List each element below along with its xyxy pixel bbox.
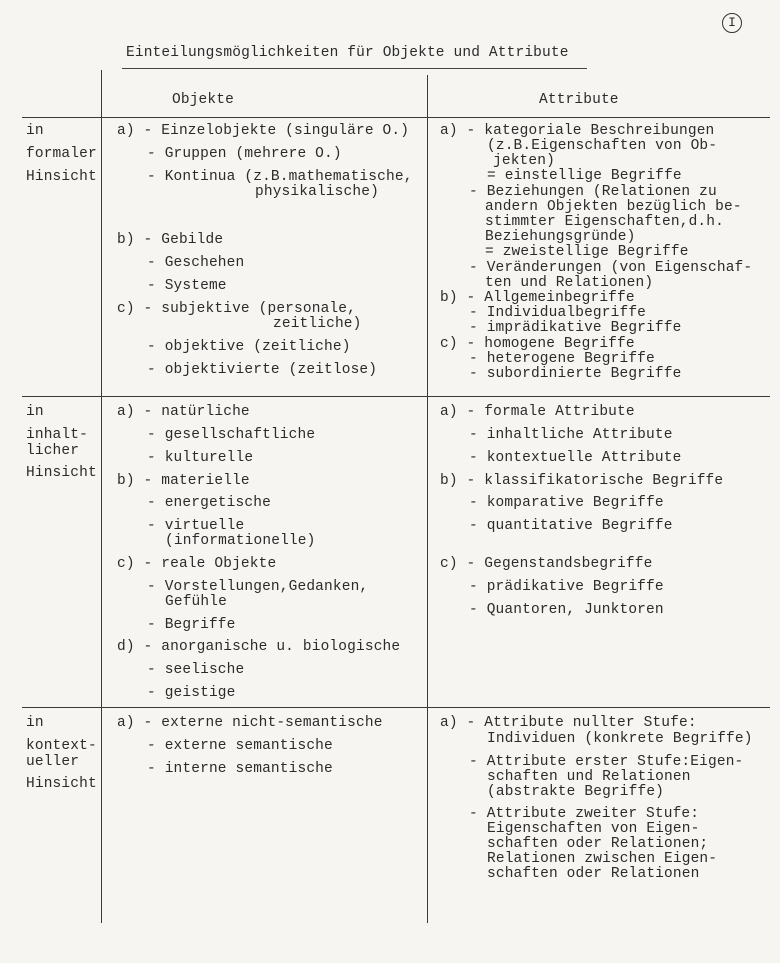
page-number: I — [722, 13, 742, 33]
row-label-line: Hinsicht — [26, 169, 97, 185]
objekte-entry: - externe semantische — [147, 738, 333, 754]
objekte-entry: b) - materielle — [117, 473, 250, 489]
objekte-entry: - interne semantische — [147, 761, 333, 777]
title-underline — [122, 68, 587, 69]
row-label-line: in — [26, 715, 44, 731]
objekte-entry: physikalische) — [255, 184, 379, 200]
attribute-entry: jekten) — [493, 153, 555, 169]
objekte-entry: zeitliche) — [273, 316, 362, 332]
attribute-entry: c) - Gegenstandsbegriffe — [440, 556, 653, 572]
objekte-entry: d) - anorganische u. biologische — [117, 639, 401, 655]
row-label-line: in — [26, 123, 44, 139]
row-label-line: kontext- — [26, 738, 97, 754]
objekte-entry: c) - reale Objekte — [117, 556, 277, 572]
attribute-entry: Beziehungsgründe) — [485, 229, 636, 245]
row-label-line: formaler — [26, 146, 97, 162]
attribute-entry: c) - homogene Begriffe — [440, 336, 635, 352]
objekte-entry: - objektivierte (zeitlose) — [147, 362, 378, 378]
objekte-entry: - objektive (zeitliche) — [147, 339, 351, 355]
row-label-line: inhalt- — [26, 427, 88, 443]
row-rule-2 — [22, 707, 770, 708]
objekte-entry: b) - Gebilde — [117, 232, 224, 248]
attribute-entry: b) - Allgemeinbegriffe — [440, 290, 635, 306]
header-rule — [22, 117, 770, 118]
objekte-entry: - Gruppen (mehrere O.) — [147, 146, 342, 162]
attribute-entry: - quantitative Begriffe — [469, 518, 673, 534]
attribute-entry: Relationen zwischen Eigen- — [487, 851, 718, 867]
attribute-entry: stimmter Eigenschaften,d.h. — [485, 214, 724, 230]
attribute-entry: schaften oder Relationen; — [487, 836, 709, 852]
objekte-entry: - Vorstellungen,Gedanken, — [147, 579, 369, 595]
objekte-entry: c) - subjektive (personale, — [117, 301, 356, 317]
attribute-entry: - Veränderungen (von Eigenschaf- — [469, 260, 753, 276]
attribute-entry: b) - klassifikatorische Begriffe — [440, 473, 724, 489]
attribute-entry: - Individualbegriffe — [469, 305, 647, 321]
objekte-entry: - geistige — [147, 685, 236, 701]
attribute-entry: - prädikative Begriffe — [469, 579, 664, 595]
attribute-entry: ten und Relationen) — [485, 275, 654, 291]
attribute-entry: a) - Attribute nullter Stufe: — [440, 715, 697, 731]
objekte-entry: - Begriffe — [147, 617, 236, 633]
objekte-entry: - virtuelle — [147, 518, 245, 534]
objekte-entry: - kulturelle — [147, 450, 254, 466]
attribute-entry: andern Objekten bezüglich be- — [485, 199, 742, 215]
attribute-entry: Eigenschaften von Eigen- — [487, 821, 700, 837]
attribute-entry: - Attribute zweiter Stufe: — [469, 806, 700, 822]
attribute-entry: - Beziehungen (Relationen zu — [469, 184, 717, 200]
row-label-line: Hinsicht — [26, 465, 97, 481]
attribute-entry: = zweistellige Begriffe — [485, 244, 689, 260]
attribute-entry: a) - kategoriale Beschreibungen — [440, 123, 715, 139]
objekte-entry: Gefühle — [165, 594, 227, 610]
attribute-entry: - Quantoren, Junktoren — [469, 602, 664, 618]
attribute-entry: - Attribute erster Stufe:Eigen- — [469, 754, 744, 770]
attribute-entry: schaften und Relationen — [487, 769, 691, 785]
objekte-entry: - Kontinua (z.B.mathematische, — [147, 169, 413, 185]
attribute-entry: - komparative Begriffe — [469, 495, 664, 511]
row-label-line: ueller — [26, 754, 80, 770]
objekte-entry: (informationelle) — [165, 533, 316, 549]
attribute-entry: a) - formale Attribute — [440, 404, 635, 420]
attribute-entry: - heterogene Begriffe — [469, 351, 655, 367]
header-attribute: Attribute — [539, 92, 619, 108]
objekte-entry: - Systeme — [147, 278, 227, 294]
document-title: Einteilungsmöglichkeiten für Objekte und Attribute — [126, 45, 569, 61]
attribute-entry: - imprädikative Begriffe — [469, 320, 682, 336]
objekte-entry: - gesellschaftliche — [147, 427, 316, 443]
attribute-entry: (abstrakte Begriffe) — [487, 784, 665, 800]
column-divider-attribute — [427, 75, 428, 923]
objekte-entry: - energetische — [147, 495, 271, 511]
attribute-entry: = einstellige Begriffe — [487, 168, 682, 184]
objekte-entry: a) - externe nicht-semantische — [117, 715, 383, 731]
attribute-entry: - kontextuelle Attribute — [469, 450, 682, 466]
objekte-entry: - seelische — [147, 662, 245, 678]
objekte-entry: a) - natürliche — [117, 404, 250, 420]
attribute-entry: (z.B.Eigenschaften von Ob- — [487, 138, 718, 154]
header-objekte: Objekte — [172, 92, 234, 108]
attribute-entry: - subordinierte Begriffe — [469, 366, 682, 382]
attribute-entry: - inhaltliche Attribute — [469, 427, 673, 443]
attribute-entry: Individuen (konkrete Begriffe) — [487, 731, 753, 747]
row-label-line: Hinsicht — [26, 776, 97, 792]
objekte-entry: a) - Einzelobjekte (singuläre O.) — [117, 123, 410, 139]
row-label-line: in — [26, 404, 44, 420]
row-rule-1 — [22, 396, 770, 397]
row-label-line: licher — [26, 443, 80, 459]
column-divider-label — [101, 70, 102, 923]
objekte-entry: - Geschehen — [147, 255, 245, 271]
attribute-entry: schaften oder Relationen — [487, 866, 700, 882]
